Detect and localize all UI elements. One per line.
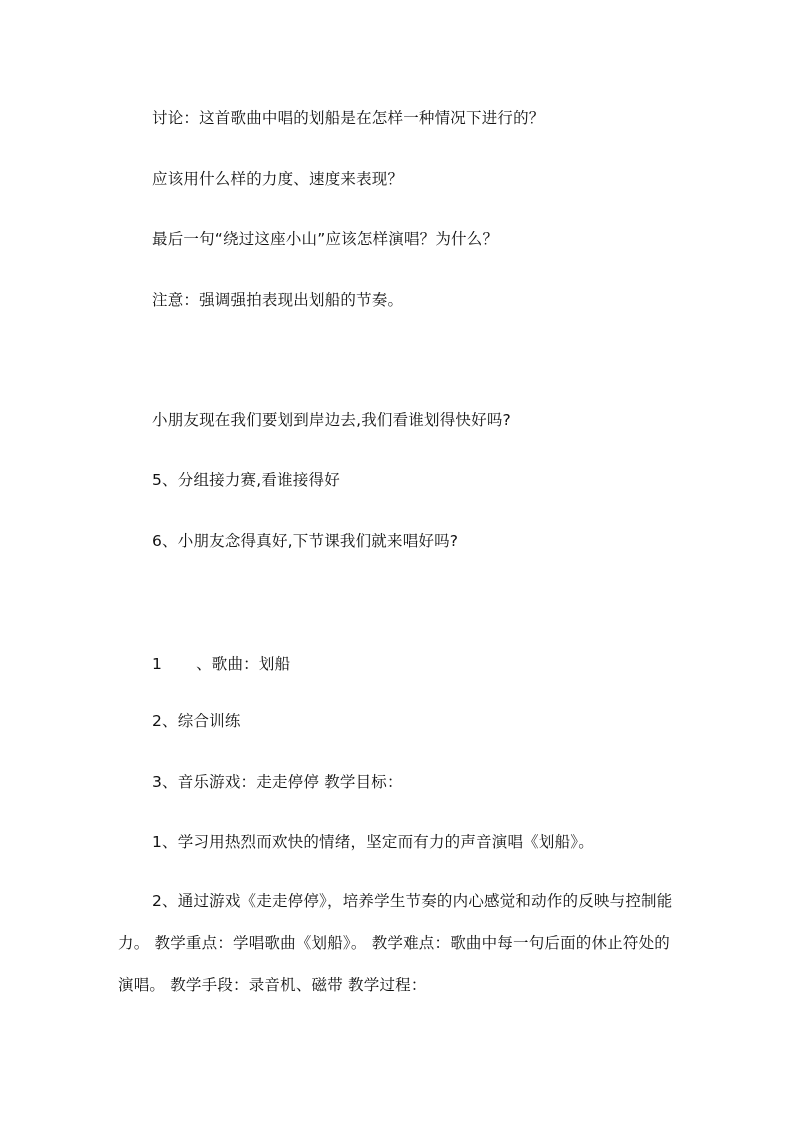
step-6-line: 6、小朋友念得真好,下节课我们就来唱好吗?	[152, 532, 459, 550]
discussion-question-line: 讨论：这首歌曲中唱的划船是在怎样一种情况下进行的？	[152, 109, 545, 127]
last-phrase-question-line: 最后一句“绕过这座小山”应该怎样演唱？为什么？	[152, 230, 499, 248]
children-rowing-line: 小朋友现在我们要划到岸边去,我们看谁划得快好吗?	[152, 411, 511, 429]
goal-1-line: 1、学习用热烈而欢快的情绪，坚定而有力的声音演唱《划船》。	[152, 833, 594, 851]
content-item-3: 3、音乐游戏：走走停停 教学目标：	[152, 773, 403, 791]
content-item-1	[152, 654, 290, 674]
note-line: 注意：强调强拍表现出划船的节奏。	[152, 291, 404, 309]
goal-2-text: 2、通过游戏《走走停停》，培养学生节奏的内心感觉和动作的反映与控制能力。 教学重点：学唱歌曲《划船》。 教学难点：歌曲中每一句后面的休止符处的演唱。 教学手段：录音机、磁带 教学过程：	[118, 892, 673, 994]
dynamics-question-line: 应该用什么样的力度、速度来表现？	[152, 170, 404, 188]
step-5-line: 5、分组接力赛,看谁接得好	[152, 471, 340, 489]
content-item-1-text: 、歌曲：划船	[196, 655, 291, 673]
content-item-1-number: 1	[152, 655, 163, 673]
goal-2-paragraph	[118, 880, 684, 1006]
content-item-2: 2、综合训练	[152, 712, 241, 730]
